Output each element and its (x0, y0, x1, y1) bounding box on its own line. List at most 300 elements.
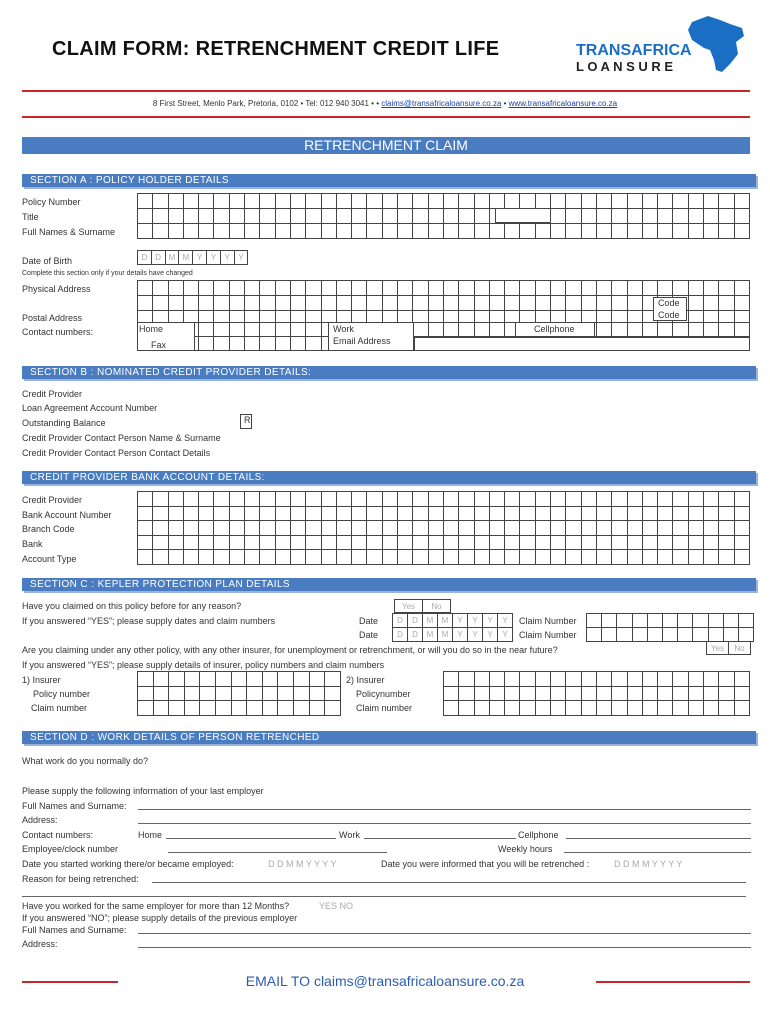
grid-cell[interactable] (230, 323, 245, 337)
grid-cell[interactable] (689, 194, 704, 209)
grid-cell[interactable] (459, 209, 474, 224)
grid-cell[interactable] (276, 209, 291, 224)
grid-cell[interactable] (490, 521, 505, 536)
grid-cell[interactable] (490, 550, 505, 565)
grid-cell[interactable] (735, 672, 750, 687)
grid-cell[interactable] (245, 323, 260, 337)
grid-cell[interactable] (612, 687, 627, 702)
grid-cell[interactable] (709, 628, 724, 642)
grid-cell[interactable] (245, 337, 260, 351)
grid-cell[interactable] (276, 507, 291, 522)
grid-cell[interactable] (444, 687, 459, 702)
grid-cell[interactable] (367, 194, 382, 209)
grid-cell[interactable] (566, 224, 581, 239)
grid-cell[interactable] (735, 209, 750, 224)
grid-cell[interactable] (199, 296, 214, 311)
grid-cell[interactable] (582, 536, 597, 551)
grid-cell[interactable]: No (729, 642, 751, 655)
grid-cell[interactable] (153, 224, 168, 239)
grid-cell[interactable] (704, 687, 719, 702)
grid-cell[interactable] (325, 672, 341, 687)
grid-cell[interactable] (153, 536, 168, 551)
grid-cell[interactable] (444, 281, 459, 296)
grid-cell[interactable] (413, 281, 428, 296)
grid-cell[interactable] (322, 536, 337, 551)
grid-cell[interactable] (199, 550, 214, 565)
grid-cell[interactable] (566, 209, 581, 224)
grid-cell[interactable] (429, 550, 444, 565)
grid-cell[interactable] (719, 507, 734, 522)
grid-cell[interactable] (184, 224, 199, 239)
grid-cell[interactable] (325, 701, 341, 716)
grid-cell[interactable] (597, 194, 612, 209)
grid-cell[interactable] (719, 687, 734, 702)
grid-cell[interactable] (306, 550, 321, 565)
grid-cell[interactable] (245, 209, 260, 224)
grid-cell[interactable] (367, 224, 382, 239)
grid-cell[interactable] (444, 507, 459, 522)
grid-cell[interactable] (230, 492, 245, 507)
grid-cell[interactable] (199, 536, 214, 551)
grid-cell[interactable] (643, 209, 658, 224)
grid-cell[interactable] (260, 296, 275, 311)
grid-cell[interactable] (276, 296, 291, 311)
grid-cell[interactable] (490, 296, 505, 311)
twelve-months-options[interactable]: YES NO (319, 901, 354, 911)
grid-cell[interactable] (520, 701, 535, 716)
grid-cell[interactable] (719, 521, 734, 536)
grid-cell[interactable] (153, 296, 168, 311)
grid-cell[interactable] (230, 507, 245, 522)
grid-cell[interactable]: No (423, 600, 451, 613)
grid-cell[interactable] (383, 194, 398, 209)
employer-home-field[interactable] (166, 838, 336, 839)
grid-cell[interactable] (306, 224, 321, 239)
grid-cell[interactable] (184, 521, 199, 536)
grid-cell[interactable] (352, 281, 367, 296)
grid-cell[interactable]: Y (235, 251, 249, 265)
grid-cell[interactable] (322, 281, 337, 296)
grid-cell[interactable] (138, 521, 153, 536)
weekly-hours-field[interactable] (564, 852, 751, 853)
grid-cell[interactable]: D (152, 251, 166, 265)
grid-cell[interactable] (367, 281, 382, 296)
grid-cell[interactable] (245, 550, 260, 565)
grid-cell[interactable] (429, 536, 444, 551)
grid-cell[interactable] (383, 224, 398, 239)
grid-cell[interactable] (352, 550, 367, 565)
grid-cell[interactable] (214, 507, 229, 522)
grid-cell[interactable] (352, 536, 367, 551)
grid-cell[interactable] (536, 507, 551, 522)
grid-cell[interactable] (413, 550, 428, 565)
grid-cell[interactable] (643, 492, 658, 507)
grid-cell[interactable] (612, 194, 627, 209)
grid-cell[interactable] (587, 614, 602, 628)
grid-cell[interactable] (138, 550, 153, 565)
grid-cell[interactable] (352, 209, 367, 224)
grid-cell[interactable] (587, 628, 602, 642)
grid-cell[interactable] (628, 194, 643, 209)
grid-cell[interactable] (735, 507, 750, 522)
grid-cell[interactable] (628, 296, 643, 311)
grid-cell[interactable] (367, 209, 382, 224)
grid-cell[interactable] (551, 507, 566, 522)
grid-cell[interactable] (337, 209, 352, 224)
grid-cell[interactable] (658, 687, 673, 702)
grid-cell[interactable] (704, 194, 719, 209)
grid-cell[interactable] (383, 296, 398, 311)
grid-cell[interactable] (153, 550, 168, 565)
grid-cell[interactable] (719, 281, 734, 296)
grid-cell[interactable] (551, 672, 566, 687)
grid-cell[interactable] (648, 628, 663, 642)
grid-cell[interactable] (719, 296, 734, 311)
grid-cell[interactable] (184, 194, 199, 209)
grid-cell[interactable] (444, 296, 459, 311)
grid-cell[interactable] (643, 194, 658, 209)
grid-cell[interactable] (245, 194, 260, 209)
grid-cell[interactable] (322, 194, 337, 209)
grid-cell[interactable] (214, 281, 229, 296)
grid-cell[interactable] (169, 687, 185, 702)
grid-cell[interactable] (444, 550, 459, 565)
grid-cell[interactable] (276, 550, 291, 565)
grid-cell[interactable] (475, 194, 490, 209)
grid-cell[interactable] (551, 550, 566, 565)
grid-cell[interactable] (612, 507, 627, 522)
grid-cell[interactable] (383, 507, 398, 522)
grid-cell[interactable] (735, 194, 750, 209)
grid-cell[interactable] (291, 209, 306, 224)
grid-cell[interactable] (566, 194, 581, 209)
grid-cell[interactable] (475, 672, 490, 687)
grid-cell[interactable] (643, 521, 658, 536)
grid-cell[interactable] (658, 323, 673, 337)
grid-cell[interactable] (551, 521, 566, 536)
grid-cell[interactable]: Y (221, 251, 235, 265)
grid-cell[interactable] (214, 194, 229, 209)
grid-cell[interactable] (566, 672, 581, 687)
grid-cell[interactable] (429, 209, 444, 224)
grid-cell[interactable] (689, 672, 704, 687)
grid-cell[interactable] (597, 672, 612, 687)
grid-cell[interactable] (658, 209, 673, 224)
grid-cell[interactable] (367, 521, 382, 536)
grid-cell[interactable] (551, 224, 566, 239)
grid-cell[interactable] (459, 701, 474, 716)
grid-cell[interactable] (658, 224, 673, 239)
grid-cell[interactable] (444, 701, 459, 716)
grid-cell[interactable] (490, 507, 505, 522)
grid-cell[interactable] (214, 536, 229, 551)
grid-cell[interactable] (383, 550, 398, 565)
grid-cell[interactable] (138, 701, 154, 716)
grid-cell[interactable] (617, 628, 632, 642)
grid-cell[interactable] (536, 224, 551, 239)
grid-cell[interactable] (214, 521, 229, 536)
grid-cell[interactable] (214, 209, 229, 224)
grid-cell[interactable] (383, 521, 398, 536)
grid-cell[interactable] (169, 194, 184, 209)
grid-cell[interactable] (413, 209, 428, 224)
grid-cell[interactable] (153, 492, 168, 507)
grid-cell[interactable] (199, 323, 214, 337)
bank-grid[interactable] (137, 491, 750, 565)
email-link[interactable]: claims@transafricaloansure.co.za (381, 99, 502, 108)
grid-cell[interactable] (536, 687, 551, 702)
grid-cell[interactable] (199, 209, 214, 224)
grid-cell[interactable] (475, 209, 490, 224)
employer-address-field[interactable] (138, 823, 751, 824)
grid-cell[interactable] (658, 550, 673, 565)
reason-field-1[interactable] (152, 882, 746, 883)
grid-cell[interactable] (413, 296, 428, 311)
grid-cell[interactable] (475, 323, 490, 337)
grid-cell[interactable] (689, 521, 704, 536)
grid-cell[interactable] (709, 614, 724, 628)
grid-cell[interactable] (310, 701, 326, 716)
grid-cell[interactable]: Y (453, 628, 468, 642)
grid-cell[interactable] (658, 281, 673, 296)
grid-cell[interactable] (245, 296, 260, 311)
grid-cell[interactable] (693, 614, 708, 628)
grid-cell[interactable] (612, 209, 627, 224)
grid-cell[interactable] (612, 323, 627, 337)
grid-cell[interactable] (383, 536, 398, 551)
grid-cell[interactable] (520, 194, 535, 209)
grid-cell[interactable] (352, 194, 367, 209)
grid-cell[interactable] (214, 224, 229, 239)
grid-cell[interactable] (536, 194, 551, 209)
grid-cell[interactable] (673, 550, 688, 565)
grid-cell[interactable] (689, 224, 704, 239)
grid-cell[interactable]: Y (483, 628, 498, 642)
grid-cell[interactable] (582, 701, 597, 716)
grid-cell[interactable] (658, 536, 673, 551)
grid-cell[interactable] (459, 550, 474, 565)
grid-cell[interactable] (444, 209, 459, 224)
grid-cell[interactable] (505, 672, 520, 687)
grid-cell[interactable] (597, 507, 612, 522)
grid-cell[interactable] (459, 323, 474, 337)
grid-cell[interactable] (429, 296, 444, 311)
grid-cell[interactable] (322, 209, 337, 224)
grid-cell[interactable] (582, 492, 597, 507)
employer-cellphone-field[interactable] (566, 838, 751, 839)
grid-cell[interactable] (325, 687, 341, 702)
grid-cell[interactable] (337, 536, 352, 551)
grid-cell[interactable] (260, 337, 275, 351)
grid-cell[interactable] (678, 614, 693, 628)
grid-cell[interactable] (429, 492, 444, 507)
grid-cell[interactable] (459, 281, 474, 296)
grid-cell[interactable] (490, 672, 505, 687)
grid-cell[interactable] (612, 701, 627, 716)
grid-cell[interactable] (413, 521, 428, 536)
grid-cell[interactable] (199, 337, 214, 351)
grid-cell[interactable] (459, 194, 474, 209)
footer-email[interactable]: EMAIL TO claims@transafricaloansure.co.za (245, 973, 525, 989)
grid-cell[interactable] (673, 492, 688, 507)
grid-cell[interactable] (520, 492, 535, 507)
grid-cell[interactable] (413, 536, 428, 551)
grid-cell[interactable] (291, 194, 306, 209)
grid-cell[interactable] (520, 281, 535, 296)
grid-cell[interactable] (704, 296, 719, 311)
grid-cell[interactable] (612, 521, 627, 536)
grid-cell[interactable] (306, 521, 321, 536)
grid-cell[interactable] (230, 296, 245, 311)
grid-cell[interactable] (245, 281, 260, 296)
grid-cell[interactable] (475, 224, 490, 239)
grid-cell[interactable] (673, 323, 688, 337)
grid-cell[interactable] (536, 281, 551, 296)
grid-cell[interactable] (475, 507, 490, 522)
grid-cell[interactable] (169, 536, 184, 551)
grid-cell[interactable] (291, 507, 306, 522)
grid-cell[interactable] (230, 281, 245, 296)
grid-cell[interactable] (429, 194, 444, 209)
grid-cell[interactable] (663, 628, 678, 642)
grid-cell[interactable] (475, 536, 490, 551)
grid-cell[interactable] (597, 492, 612, 507)
grid-cell[interactable] (704, 281, 719, 296)
grid-cell[interactable] (566, 507, 581, 522)
grid-cell[interactable] (602, 628, 617, 642)
grid-cell[interactable] (643, 672, 658, 687)
grid-cell[interactable]: M (166, 251, 180, 265)
grid-cell[interactable] (199, 224, 214, 239)
grid-cell[interactable] (490, 323, 505, 337)
grid-cell[interactable] (597, 323, 612, 337)
grid-cell[interactable] (291, 296, 306, 311)
grid-cell[interactable] (444, 323, 459, 337)
grid-cell[interactable] (247, 672, 263, 687)
grid-cell[interactable] (306, 337, 321, 351)
grid-cell[interactable] (276, 323, 291, 337)
grid-cell[interactable] (490, 224, 505, 239)
grid-cell[interactable] (245, 224, 260, 239)
grid-cell[interactable] (199, 507, 214, 522)
grid-cell[interactable] (444, 194, 459, 209)
grid-cell[interactable] (719, 323, 734, 337)
grid-cell[interactable] (276, 281, 291, 296)
grid-cell[interactable] (643, 550, 658, 565)
employer-work-field[interactable] (364, 838, 516, 839)
grid-cell[interactable] (214, 492, 229, 507)
grid-cell[interactable] (643, 323, 658, 337)
grid-cell[interactable] (612, 492, 627, 507)
grid-cell[interactable] (566, 296, 581, 311)
grid-cell[interactable] (322, 492, 337, 507)
grid-cell[interactable] (735, 492, 750, 507)
grid-cell[interactable] (597, 281, 612, 296)
grid-cell[interactable] (505, 194, 520, 209)
grid-cell[interactable] (154, 672, 170, 687)
grid-cell[interactable] (200, 701, 216, 716)
grid-cell[interactable] (704, 209, 719, 224)
grid-cell[interactable] (429, 521, 444, 536)
grid-cell[interactable] (367, 536, 382, 551)
grid-cell[interactable] (628, 507, 643, 522)
grid-cell[interactable] (628, 224, 643, 239)
grid-cell[interactable] (169, 550, 184, 565)
grid-cell[interactable] (306, 492, 321, 507)
grid-cell[interactable] (597, 521, 612, 536)
grid-cell[interactable] (214, 337, 229, 351)
grid-cell[interactable] (689, 492, 704, 507)
grid-cell[interactable] (429, 281, 444, 296)
grid-cell[interactable] (260, 224, 275, 239)
grid-cell[interactable] (169, 701, 185, 716)
grid-cell[interactable] (735, 323, 750, 337)
grid-cell[interactable] (154, 687, 170, 702)
grid-cell[interactable] (337, 550, 352, 565)
grid-cell[interactable] (230, 536, 245, 551)
grid-cell[interactable] (444, 492, 459, 507)
grid-cell[interactable] (184, 492, 199, 507)
grid-cell[interactable] (628, 701, 643, 716)
grid-cell[interactable] (413, 323, 428, 337)
grid-cell[interactable] (719, 536, 734, 551)
grid-cell[interactable] (633, 614, 648, 628)
grid-cell[interactable] (214, 550, 229, 565)
grid-cell[interactable] (459, 507, 474, 522)
grid-cell[interactable] (673, 209, 688, 224)
grid-cell[interactable]: Y (468, 614, 483, 628)
previous-employer-address-field[interactable] (138, 947, 751, 948)
grid-cell[interactable] (602, 614, 617, 628)
grid-cell[interactable] (247, 687, 263, 702)
grid-cell[interactable] (184, 281, 199, 296)
grid-cell[interactable] (536, 701, 551, 716)
grid-cell[interactable] (658, 194, 673, 209)
grid-cell[interactable] (520, 507, 535, 522)
grid-cell[interactable] (520, 550, 535, 565)
grid-cell[interactable] (628, 687, 643, 702)
grid-cell[interactable] (245, 521, 260, 536)
grid-cell[interactable] (367, 507, 382, 522)
grid-cell[interactable] (459, 687, 474, 702)
grid-cell[interactable] (704, 521, 719, 536)
grid-cell[interactable]: M (423, 628, 438, 642)
grid-cell[interactable] (689, 209, 704, 224)
grid-cell[interactable] (367, 550, 382, 565)
grid-cell[interactable] (367, 492, 382, 507)
grid-cell[interactable] (260, 521, 275, 536)
grid-cell[interactable] (724, 628, 739, 642)
grid-cell[interactable] (398, 521, 413, 536)
grid-cell[interactable] (459, 224, 474, 239)
grid-cell[interactable] (490, 194, 505, 209)
grid-cell[interactable] (597, 536, 612, 551)
grid-cell[interactable] (459, 296, 474, 311)
grid-cell[interactable] (263, 701, 279, 716)
grid-cell[interactable] (310, 672, 326, 687)
grid-cell[interactable] (704, 492, 719, 507)
grid-cell[interactable] (582, 296, 597, 311)
grid-cell[interactable] (735, 550, 750, 565)
grid-cell[interactable] (322, 507, 337, 522)
grid-cell[interactable] (322, 224, 337, 239)
grid-cell[interactable] (383, 209, 398, 224)
grid-cell[interactable] (214, 323, 229, 337)
grid-cell[interactable] (306, 281, 321, 296)
grid-cell[interactable] (260, 507, 275, 522)
grid-cell[interactable] (230, 337, 245, 351)
grid-cell[interactable] (276, 337, 291, 351)
